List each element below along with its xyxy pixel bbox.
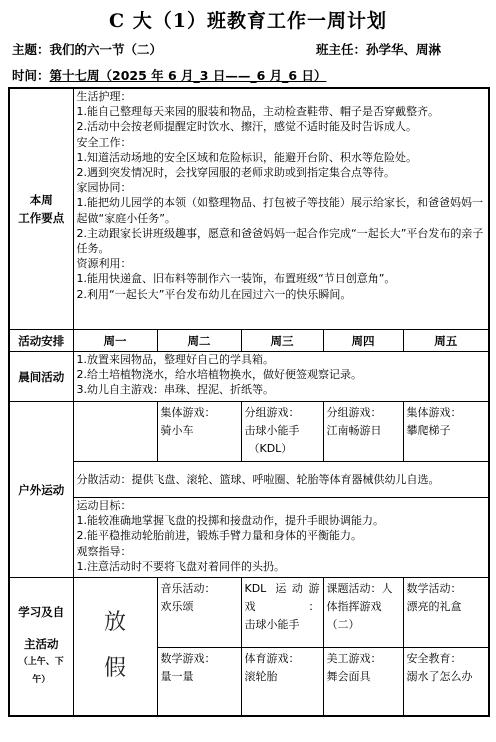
day-wednesday: 周三 — [241, 330, 323, 352]
study-wednesday-am: KDL 运动游戏： 击球小能手 — [241, 578, 323, 648]
study-friday-am: 数学活动： 漂亮的礼盒 — [403, 578, 489, 648]
outdoor-goals-row — [9, 498, 489, 578]
day-monday: 周一 — [73, 330, 157, 352]
teacher-label: 班主任： — [316, 42, 367, 57]
study-thursday-pm: 美工游戏： 舞会面具 — [323, 648, 403, 716]
holiday-monday: 放 假 — [73, 578, 157, 716]
study-tuesday-am: 音乐活动： 欢乐颂 — [157, 578, 241, 648]
outdoor-goals-content: 运动目标： 1.能较准确地掌握飞盘的投掷和接盘动作，提升手眼协调能力。 2.能平稳推动轮胎前进，锻炼手臂力量和身体的平衡能力。 观察指导： 1.注意活动时不要将飞盘对着同伴的头扔。 — [73, 498, 489, 578]
teacher-value: 孙学华、周淋 — [366, 42, 442, 57]
day-friday: 周五 — [403, 330, 489, 352]
schedule-label: 活动安排 — [9, 330, 73, 352]
study-thursday-am: 课题活动：人体指挥游戏（二） — [323, 578, 403, 648]
time-line — [12, 66, 326, 84]
goal-section-care: 生活护理： 1.能自己整理每天来园的服装和物品，主动检查鞋带、帽子是否穿戴整齐。 2.活动中会按老师提醒定时饮水、擦汗，感觉不适时能及时告诉成人。 — [76, 90, 439, 134]
outdoor-game-monday — [73, 402, 157, 462]
time-label: 时间： — [12, 68, 50, 83]
outdoor-game-friday: 集体游戏： 攀爬梯子 — [403, 402, 489, 462]
theme-label: 主题： — [12, 42, 50, 57]
theme-line — [12, 40, 162, 58]
weekly-goals-label: 本周 工作要点 — [9, 88, 73, 330]
outdoor-scatter-content: 分散活动：提供飞盘、滚轮、篮球、呼啦圈、轮胎等体育器械供幼儿自选。 — [73, 462, 489, 498]
study-row-1 — [9, 578, 489, 648]
outdoor-game-thursday: 分组游戏： 江南畅游日 — [323, 402, 403, 462]
schedule-header-row — [9, 330, 489, 352]
goal-section-family: 家园协同： 1.能把幼儿园学的本领（如整理物品、打包被子等技能）展示给家长，和爸爸妈妈一起做“家庭小任务”。 2.主动跟家长讲班级趣事，愿意和爸爸妈妈一起合作完成“一起长大”平台发布的亲子任务。 — [76, 181, 484, 256]
theme-value: 我们的六一节（二） — [49, 42, 163, 57]
goal-section-safety: 安全工作： 1.知道活动场地的安全区域和危险标识，能避开台阶、积水等危险处。 2.遇到突发情况时，会找穿园服的老师求助或到指定集合点等待。 — [76, 135, 417, 180]
page-title: C 大（1）班教育工作一周计划 — [109, 10, 387, 32]
outdoor-games-row — [9, 402, 489, 462]
morning-row — [9, 352, 489, 402]
outdoor-game-wednesday: 分组游戏： 击球小能手 （KDL） — [241, 402, 323, 462]
teacher-line — [316, 40, 441, 58]
study-tuesday-pm: 数学游戏： 量一量 — [157, 648, 241, 716]
study-label: 学习及自 主活动 （上午、下 午） — [9, 578, 73, 716]
outdoor-game-tuesday: 集体游戏： 骑小车 — [157, 402, 241, 462]
outdoor-scatter-row — [9, 462, 489, 498]
outdoor-label: 户外运动 — [9, 402, 73, 578]
day-thursday: 周四 — [323, 330, 403, 352]
weekly-goals-content — [73, 88, 489, 330]
study-friday-pm: 安全教育： 溺水了怎么办 — [403, 648, 489, 716]
study-wednesday-pm: 体育游戏： 滚轮胎 — [241, 648, 323, 716]
day-tuesday: 周二 — [157, 330, 241, 352]
goal-section-resources: 资源利用： 1.能用快递盒、旧布料等制作六一装饰，布置班级“节日创意角”。 2.利用“一起长大”平台发布幼儿在园过六一的快乐瞬间。 — [76, 257, 396, 301]
weekly-goals-row — [9, 88, 489, 330]
morning-label: 晨间活动 — [9, 352, 73, 402]
time-value: 第十七周（2025 年 6 月_3 日——_6 月_6 日） — [49, 68, 327, 83]
morning-content: 1.放置来园物品，整理好自己的学具箱。 2.给土培植物浇水，给水培植物换水，做好便签观察记录。 3.幼儿自主游戏：串珠、捏泥、折纸等。 — [73, 352, 489, 402]
weekly-plan-table — [8, 87, 490, 717]
